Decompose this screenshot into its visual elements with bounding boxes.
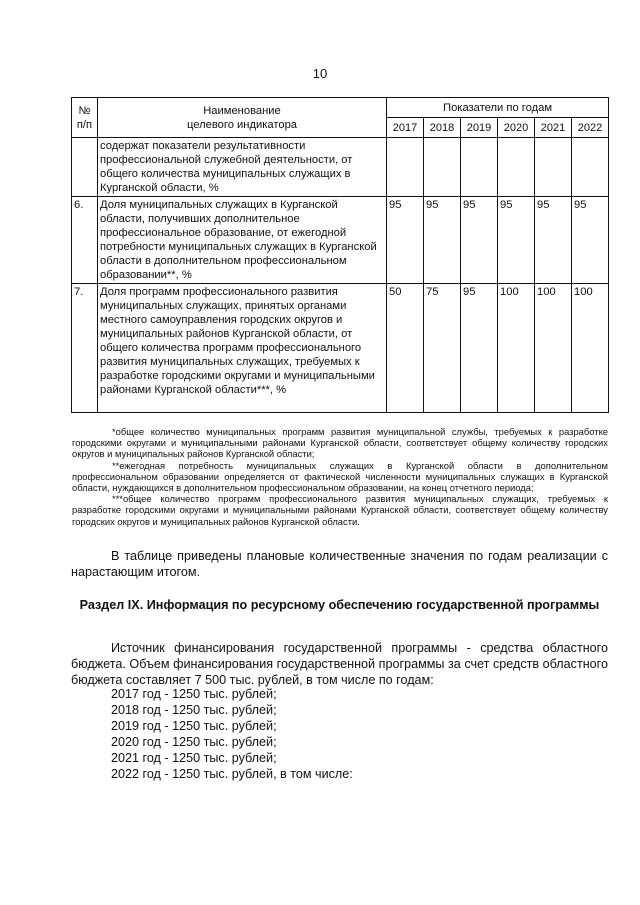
header-year: 2020 bbox=[498, 118, 535, 138]
page-number: 10 bbox=[312, 66, 328, 81]
funding-paragraph: Источник финансирования государственной программы - средства областного бюджета. Объем финансирования государственной программы за счет средств областного бюджета составляет 7 500 тыс. рублей, в том числе по годам: bbox=[71, 641, 608, 687]
funding-year-item: 2022 год - 1250 тыс. рублей, в том числе: bbox=[111, 767, 353, 781]
indicator-value bbox=[535, 138, 572, 197]
header-year: 2019 bbox=[461, 118, 498, 138]
funding-year-item: 2021 год - 1250 тыс. рублей; bbox=[111, 751, 277, 765]
header-num: № п/п bbox=[72, 98, 98, 138]
indicator-value bbox=[424, 138, 461, 197]
indicator-value bbox=[572, 138, 609, 197]
indicator-value: 95 bbox=[535, 197, 572, 284]
indicator-value: 100 bbox=[572, 284, 609, 413]
funding-by-year-list bbox=[111, 686, 353, 782]
indicators-table bbox=[71, 97, 609, 413]
indicator-value: 100 bbox=[535, 284, 572, 413]
header-year: 2017 bbox=[387, 118, 424, 138]
header-name: Наименование целевого индикатора bbox=[98, 98, 387, 138]
indicator-value: 95 bbox=[424, 197, 461, 284]
footnotes bbox=[72, 426, 608, 527]
header-year: 2021 bbox=[535, 118, 572, 138]
indicator-value bbox=[387, 138, 424, 197]
indicator-name: Доля программ профессионального развития муниципальных служащих, принятых органами местного самоуправления городских округов и муниципальных районов Курганской области, от общего количества программ профессионального развития муниципальных служащих, требуемых к разработке городскими округами и муниципальными районами Курганской области***, % bbox=[98, 284, 387, 413]
funding-year-item: 2020 год - 1250 тыс. рублей; bbox=[111, 735, 277, 749]
table-row bbox=[72, 197, 609, 284]
header-year: 2022 bbox=[572, 118, 609, 138]
funding-year-item: 2017 год - 1250 тыс. рублей; bbox=[111, 687, 277, 701]
indicator-value: 50 bbox=[387, 284, 424, 413]
indicator-value: 95 bbox=[387, 197, 424, 284]
indicator-value bbox=[461, 138, 498, 197]
footnote: **ежегодная потребность муниципальных служащих в Курганской области в дополнительном профессиональном образовании определяется от фактической численности муниципальных служащих в Курганской области, нуждающихся в дополнительном профессиональном образовании, на конец отчетного периода; bbox=[72, 459, 608, 494]
indicator-value: 95 bbox=[572, 197, 609, 284]
indicator-value: 100 bbox=[498, 284, 535, 413]
table-row bbox=[72, 138, 609, 197]
footnote: ***общее количество программ профессионального развития муниципальных служащих, требуемых к разработке городскими округами и муниципальными районами Курганской области, соответствует общему количеству городских округов и муниципальных районов Курганской области. bbox=[72, 493, 608, 527]
table-row bbox=[72, 284, 609, 413]
row-num bbox=[72, 138, 98, 197]
funding-year-item: 2019 год - 1250 тыс. рублей; bbox=[111, 719, 277, 733]
row-num: 7. bbox=[72, 284, 98, 413]
funding-year-item: 2018 год - 1250 тыс. рублей; bbox=[111, 703, 277, 717]
indicator-value: 95 bbox=[498, 197, 535, 284]
header-years-group: Показатели по годам bbox=[387, 98, 609, 118]
row-num: 6. bbox=[72, 197, 98, 284]
table-note: В таблице приведены плановые количественные значения по годам реализации с нарастающим итогом. bbox=[71, 549, 608, 579]
indicator-value: 75 bbox=[424, 284, 461, 413]
footnote: *общее количество муниципальных программ развития муниципальной службы, требуемых к разработке городскими округами и муниципальными районами Курганской области, соответствует общему количеству городских округов и муниципальных районов Курганской области; bbox=[72, 426, 608, 460]
indicator-name: содержат показатели результативности профессиональной служебной деятельности, от общего количества муниципальных служащих в Курганской области, % bbox=[98, 138, 387, 197]
section-title: Раздел IX. Информация по ресурсному обеспечению государственной программы bbox=[79, 598, 600, 612]
indicator-value: 95 bbox=[461, 284, 498, 413]
indicator-value: 95 bbox=[461, 197, 498, 284]
indicator-value bbox=[498, 138, 535, 197]
indicator-name: Доля муниципальных служащих в Курганской области, получивших дополнительное профессиональное образование, от ежегодной потребности муниципальных служащих в Курганской области в дополнительном профессиональном образовании**, % bbox=[98, 197, 387, 284]
header-year: 2018 bbox=[424, 118, 461, 138]
